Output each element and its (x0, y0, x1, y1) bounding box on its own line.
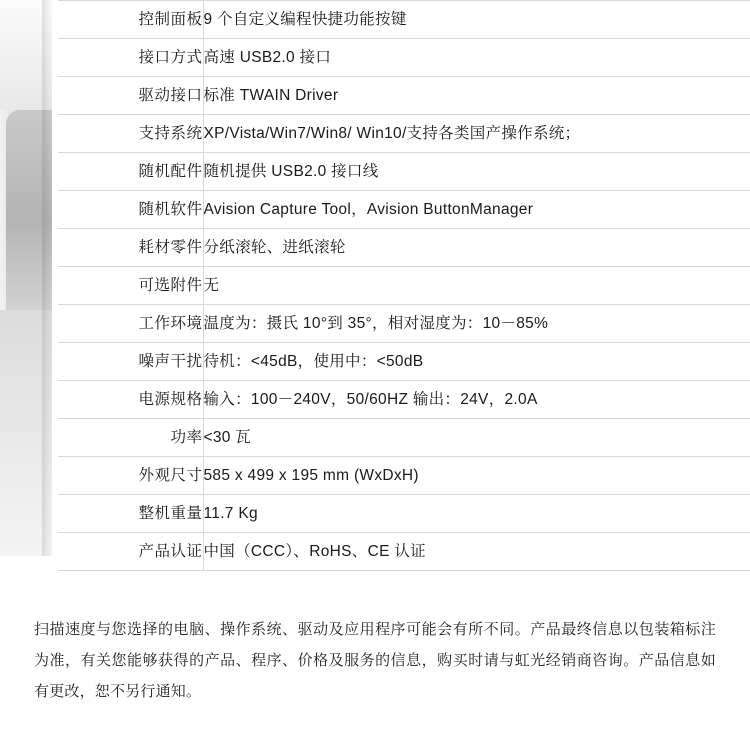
spec-value: <30 瓦 (203, 419, 750, 457)
table-row (58, 153, 750, 191)
table-row (58, 191, 750, 229)
spec-label: 耗材零件 (58, 229, 203, 267)
disclaimer-footnote: 扫描速度与您选择的电脑、操作系统、驱动及应用程序可能会有所不同。产品最终信息以包装箱标注为准，有关您能够获得的产品、程序、价格及服务的信息，购买时请与虹光经销商咨询。产品信息如有更改，恕不另行通知。 (34, 621, 716, 700)
spec-label: 可选附件 (58, 267, 203, 305)
spec-label: 电源规格 (58, 381, 203, 419)
spec-value: XP/Vista/Win7/Win8/ Win10/支持各类国产操作系统； (203, 115, 750, 153)
spec-value: 中国（CCC）、RoHS、CE 认证 (203, 533, 750, 571)
spec-label: 工作环境 (58, 305, 203, 343)
spec-value: 高速 USB2.0 接口 (203, 39, 750, 77)
spec-label: 噪声干扰 (58, 343, 203, 381)
specifications-table-body (58, 1, 750, 571)
table-row (58, 457, 750, 495)
photo-edge-shadow (42, 0, 52, 556)
table-row (58, 77, 750, 115)
spec-value: 11.7 Kg (203, 495, 750, 533)
table-row (58, 267, 750, 305)
table-row (58, 533, 750, 571)
spec-value: 分纸滚轮、进纸滚轮 (203, 229, 750, 267)
table-row (58, 39, 750, 77)
table-row (58, 305, 750, 343)
spec-label: 整机重量 (58, 495, 203, 533)
table-row (58, 229, 750, 267)
spec-label: 支持系统 (58, 115, 203, 153)
spec-label: 随机软件 (58, 191, 203, 229)
table-row (58, 495, 750, 533)
spec-label: 驱动接口 (58, 77, 203, 115)
spec-value: 9 个自定义编程快捷功能按键 (203, 1, 750, 39)
table-row (58, 343, 750, 381)
spec-label: 外观尺寸 (58, 457, 203, 495)
spec-value: 标准 TWAIN Driver (203, 77, 750, 115)
spec-value: Avision Capture Tool，Avision ButtonManager (203, 191, 750, 229)
table-row (58, 1, 750, 39)
spec-value: 585 x 499 x 195 mm (WxDxH) (203, 457, 750, 495)
spec-value: 随机提供 USB2.0 接口线 (203, 153, 750, 191)
table-row (58, 115, 750, 153)
spec-label: 功率 (58, 419, 203, 457)
spec-label: 产品认证 (58, 533, 203, 571)
specifications-table (58, 0, 750, 571)
spec-value: 待机：<45dB，使用中：<50dB (203, 343, 750, 381)
spec-label: 随机配件 (58, 153, 203, 191)
spec-value: 无 (203, 267, 750, 305)
table-row (58, 381, 750, 419)
spec-value: 温度为：摄氏 10°到 35°，相对湿度为：10－85% (203, 305, 750, 343)
table-row (58, 419, 750, 457)
spec-label: 控制面板 (58, 1, 203, 39)
spec-value: 输入：100－240V，50/60HZ 输出：24V，2.0A (203, 381, 750, 419)
spec-label: 接口方式 (58, 39, 203, 77)
product-photo-edge (0, 0, 52, 556)
